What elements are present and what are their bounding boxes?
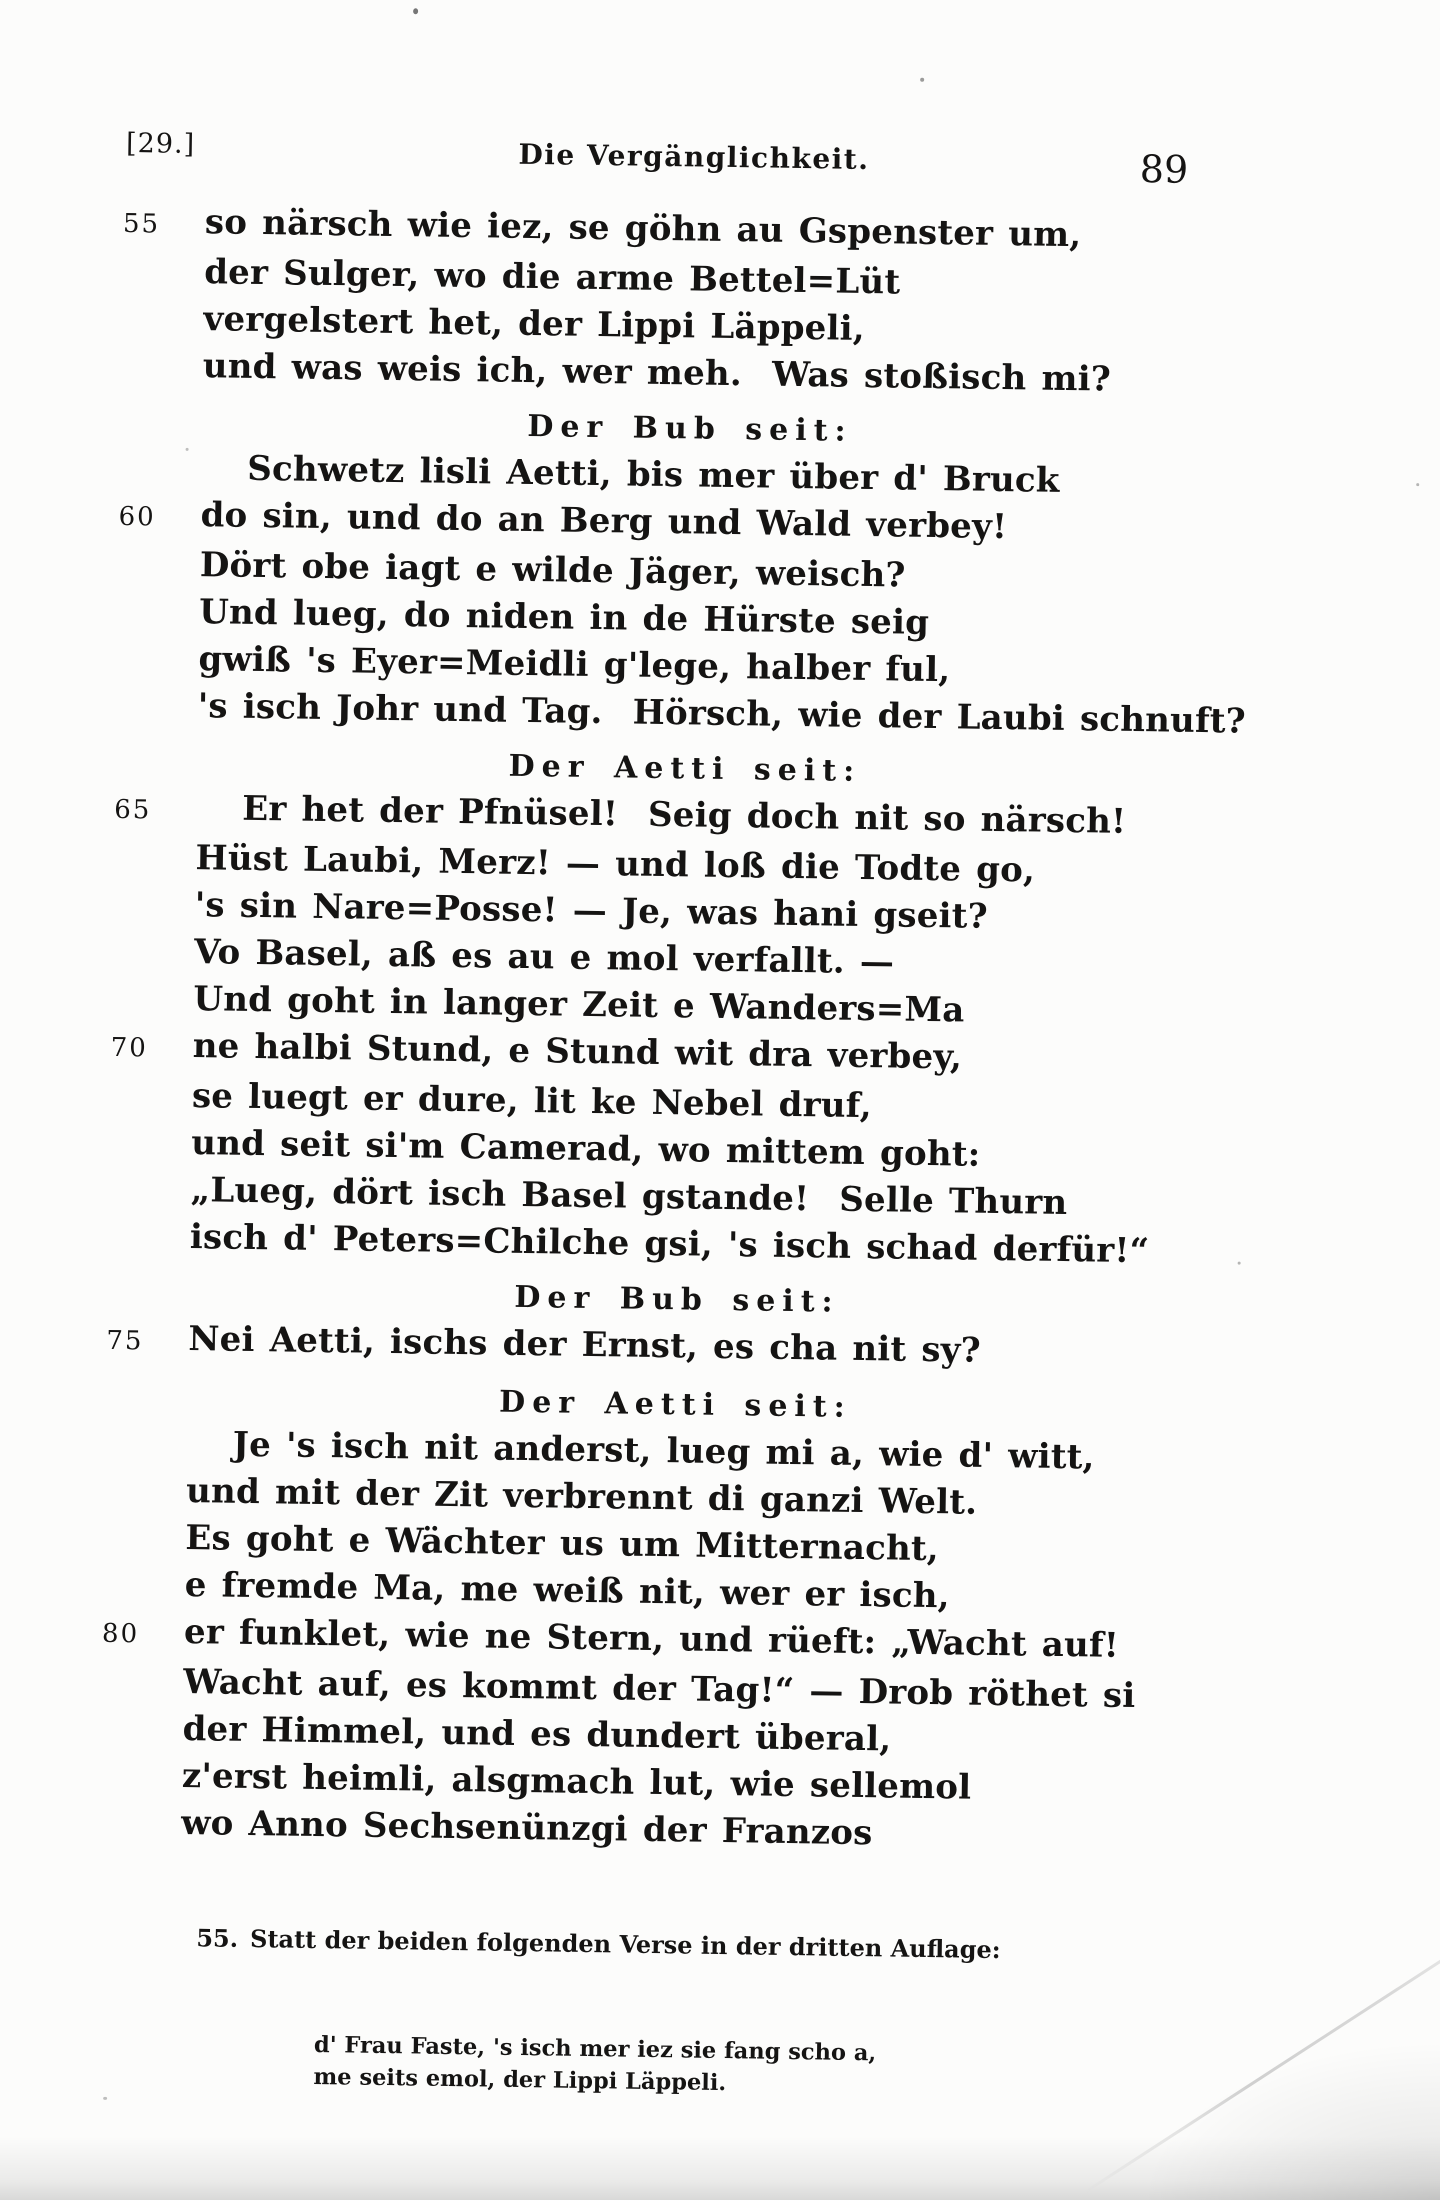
line-number [111, 1009, 193, 1010]
verse-text: der Sulger, wo die arme Bettel=Lüt [203, 252, 901, 303]
line-number: 80 [101, 1618, 140, 1650]
line-number [100, 1739, 182, 1740]
verse-text: Dört obe iagt e wilde Jäger, weisch? [199, 545, 906, 596]
scan-speck [103, 2097, 107, 2100]
speaker-heading: Der Aetti seit: [498, 1384, 853, 1425]
line-number [99, 1833, 181, 1834]
line-number [121, 329, 203, 330]
line-number [113, 915, 195, 916]
verse-text: er funklet, wie ne Stern, und rüeft: „Wacht auf! [183, 1612, 1120, 1666]
verse-text: Schwetz lisli Aetti, bis mer über d' Bruck [247, 448, 1060, 501]
verse-text: „Lueg, dört isch Basel gstande! Selle Thurn [190, 1170, 1068, 1224]
line-number [100, 1786, 182, 1787]
verse-text: isch d' Peters=Chilche gsi, 's isch schad derfür!“ [189, 1217, 1150, 1272]
line-number [103, 1548, 185, 1549]
line-number [122, 282, 204, 283]
line-number [104, 1501, 186, 1502]
scan-speck [1238, 1262, 1241, 1265]
footnote-verse-line: d' Frau Faste, 's isch mer iez sie fang scho a, [313, 2031, 877, 2067]
line-number: 55 [122, 208, 161, 240]
verse-text: und seit si'm Camerad, wo mittem goht: [191, 1123, 981, 1175]
verse-text: Nei Aetti, ischs der Ernst, es cha nit sy? [188, 1319, 982, 1371]
verse-text: Je 's isch nit anderst, lueg mi a, wie d' witt, [232, 1424, 1095, 1478]
verse-text: Er het der Pfnüsel! Seig doch nit so närsch! [241, 788, 1127, 842]
verse-text: Wacht auf, es kommt der Tag!“ — Drob röthet si [183, 1661, 1136, 1717]
line-number [116, 716, 198, 717]
line-number [119, 478, 201, 479]
verse-text: wo Anno Sechsenünzgi der Franzos [180, 1802, 873, 1854]
running-title: Die Vergänglichkeit. [518, 137, 870, 177]
line-number [105, 1454, 187, 1455]
line-number: 65 [114, 794, 152, 826]
verse-text: vergelstert het, der Lippi Läppeli, [203, 299, 866, 349]
verse-text: Es goht e Wächter us um Mitternacht, [185, 1518, 940, 1570]
section-mark: [29.] [125, 127, 196, 160]
speaker-heading: Der Bub seit: [527, 408, 853, 449]
verse-text: Und goht in langer Zeit e Wanders=Ma [193, 979, 965, 1031]
verse-text: gwiß 's Eyer=Meidli g'lege, halber ful, [198, 639, 951, 691]
verse-text: Vo Basel, aß es au e mol verfallt. — [193, 932, 895, 983]
line-number [108, 1200, 190, 1201]
verse-text: z'erst heimli, alsgmach lut, wie sellemol [181, 1755, 972, 1808]
speaker-heading: Der Aetti seit: [508, 748, 862, 789]
line-number [108, 1247, 190, 1248]
scan-speck [413, 8, 418, 14]
verse-text: der Himmel, und es dundert überal, [182, 1708, 892, 1760]
line-number: 75 [106, 1325, 144, 1357]
footnote-verse-line: me seits emol, der Lippi Läppeli. [313, 2063, 727, 2097]
line-number [112, 962, 194, 963]
verse-text: do sin, und do an Berg und Wald verbey! [200, 495, 1008, 548]
footnote-verses [127, 2026, 1228, 2106]
footnote-head [129, 1886, 1230, 2004]
line-number [109, 1153, 191, 1154]
line-number: 60 [118, 501, 156, 533]
scan-bottom-shadow [0, 2136, 1440, 2200]
verse-text: e fremde Ma, me weiß nit, wer er isch, [184, 1565, 951, 1617]
footnote-label: 55. [196, 1923, 239, 1953]
verse-text: und was weis ich, wer meh. Was stoßisch mi? [202, 346, 1112, 400]
footnote-text: Statt der beiden folgenden Verse in der dritten Auflage: [249, 1924, 1001, 1965]
line-number [103, 1595, 185, 1596]
verse-text: 's sin Nare=Posse! — Je, was hani gseit? [194, 885, 989, 937]
scan-speck [1416, 483, 1419, 486]
line-number [116, 669, 198, 670]
scan-speck [920, 78, 924, 82]
line-number [110, 1106, 192, 1107]
verse-text: und mit der Zit verbrennt di ganzi Welt. [185, 1471, 978, 1523]
scan-speck [186, 448, 189, 451]
line-number [121, 376, 203, 377]
verse-text: se luegt er dure, lit ke Nebel druf, [191, 1076, 873, 1127]
line-number [101, 1692, 183, 1693]
line-number [113, 868, 195, 869]
verse-text: Hüst Laubi, Merz! — und loß die Todte go, [195, 838, 1036, 891]
line-number: 70 [110, 1032, 149, 1064]
verse-text: ne halbi Stund, e Stund wit dra verbey, [192, 1026, 963, 1078]
line-number [118, 575, 200, 576]
page-number: 89 [1139, 147, 1189, 192]
verse-text: Und lueg, do niden in de Hürste seig [198, 592, 930, 643]
poem-body [99, 198, 1363, 1864]
verse-text: so närsch wie iez, se göhn au Gspenster um, [204, 202, 1082, 256]
verse-text: 's isch Johr und Tag. Hörsch, wie der Laubi schnuft? [197, 686, 1247, 742]
line-number [117, 622, 199, 623]
speaker-heading: Der Bub seit: [514, 1279, 840, 1320]
footnote [127, 1848, 1231, 2144]
